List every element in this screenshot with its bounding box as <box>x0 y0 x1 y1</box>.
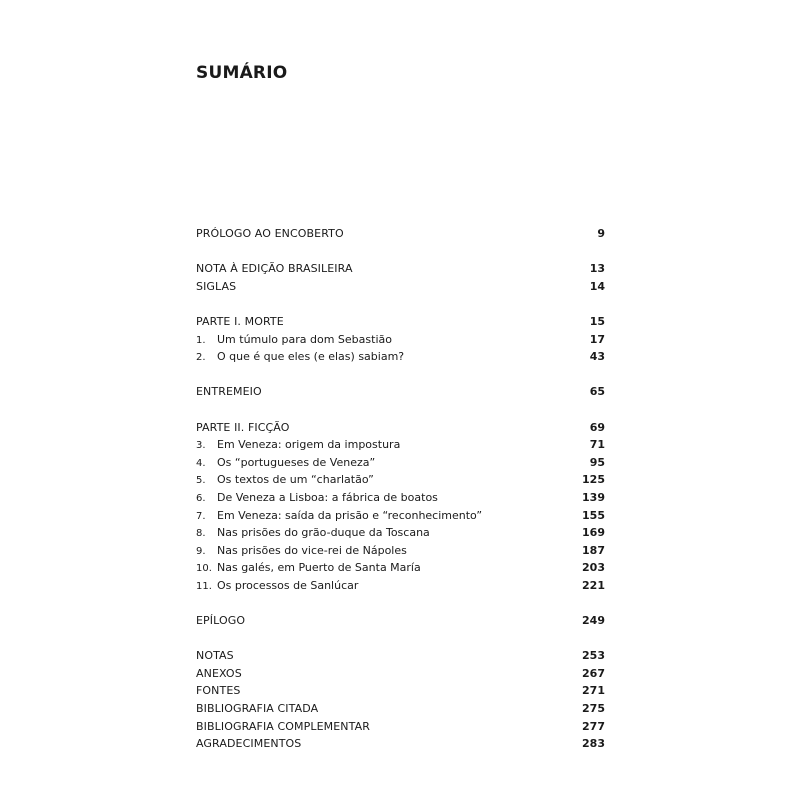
toc-entry-page: 95 <box>589 455 605 469</box>
toc-entry-page: 275 <box>582 702 605 716</box>
toc-chapter-number: 5. <box>196 475 206 487</box>
toc-entry-label: O que é que eles (e elas) sabiam? <box>217 350 405 364</box>
toc-entry-page: 187 <box>582 543 605 557</box>
toc-entry-bibliografia-citada[interactable] <box>196 700 605 718</box>
toc-entry-page: 125 <box>582 473 605 487</box>
toc-entry-page: 169 <box>582 526 605 540</box>
toc-entry-page: 13 <box>589 262 605 276</box>
toc-entry-label: AGRADECIMENTOS <box>196 737 302 751</box>
page-title: SUMÁRIO <box>196 63 288 83</box>
toc-entry-parte-1[interactable] <box>196 313 605 331</box>
toc-chapter-number: 11. <box>196 580 212 592</box>
toc-entry-label: NOTA À EDIÇÃO BRASILEIRA <box>196 262 353 276</box>
toc-entry-page: 9 <box>597 227 605 240</box>
toc-entry-label: NOTAS <box>196 649 234 663</box>
toc-entry-page: 253 <box>582 649 605 663</box>
toc-entry-label: Nas prisões do grão-duque da Toscana <box>217 526 430 540</box>
toc-entry-label: Um túmulo para dom Sebastião <box>217 332 392 346</box>
toc-chapter-number: 7. <box>196 510 206 522</box>
toc-entry-label: Os textos de um “charlatão” <box>217 473 374 487</box>
toc-entry-label: Nas galés, em Puerto de Santa María <box>217 561 421 575</box>
toc-entry-nota-edicao[interactable] <box>196 260 605 278</box>
table-of-contents <box>196 225 605 753</box>
toc-chapter-number: 6. <box>196 492 206 504</box>
toc-entry-page: 15 <box>589 314 605 328</box>
toc-chapter-8[interactable] <box>196 524 605 542</box>
toc-entry-epilogo[interactable] <box>196 612 605 630</box>
toc-entry-page: 139 <box>582 490 605 504</box>
toc-chapter-number: 3. <box>196 440 206 452</box>
toc-entry-siglas[interactable] <box>196 278 605 296</box>
toc-entry-label: Os “portugueses de Veneza” <box>217 455 376 469</box>
toc-chapter-number: 9. <box>196 545 206 557</box>
toc-chapter-2[interactable] <box>196 348 605 366</box>
toc-entry-label: BIBLIOGRAFIA COMPLEMENTAR <box>196 719 370 733</box>
toc-entry-notas[interactable] <box>196 647 605 665</box>
toc-chapter-10[interactable] <box>196 559 605 577</box>
toc-entry-page: 249 <box>582 614 605 628</box>
toc-entry-label: Em Veneza: origem da impostura <box>217 438 401 452</box>
toc-entry-label: BIBLIOGRAFIA CITADA <box>196 702 319 716</box>
toc-entry-page: 283 <box>582 737 605 751</box>
toc-entry-label: FONTES <box>196 684 241 698</box>
toc-entry-label: PARTE II. FICÇÃO <box>196 420 290 434</box>
toc-chapter-6[interactable] <box>196 489 605 507</box>
toc-entry-fontes[interactable] <box>196 682 605 700</box>
toc-chapter-9[interactable] <box>196 542 605 560</box>
toc-entry-page: 71 <box>589 438 605 452</box>
toc-entry-label: SIGLAS <box>196 279 237 293</box>
toc-entry-page: 69 <box>589 420 605 434</box>
toc-chapter-3[interactable] <box>196 436 605 454</box>
toc-chapter-number: 2. <box>196 352 206 364</box>
toc-entry-page: 14 <box>589 279 605 293</box>
toc-chapter-11[interactable] <box>196 577 605 595</box>
toc-entry-page: 43 <box>589 350 605 364</box>
toc-entry-page: 277 <box>582 719 605 733</box>
toc-chapter-number: 10. <box>196 563 212 575</box>
toc-entry-page: 221 <box>582 578 605 592</box>
toc-entry-label: PRÓLOGO AO ENCOBERTO <box>196 227 344 240</box>
toc-entry-bibliografia-complementar[interactable] <box>196 718 605 736</box>
toc-entry-label: ENTREMEIO <box>196 385 262 399</box>
toc-entry-agradecimentos[interactable] <box>196 735 605 753</box>
toc-entry-label: EPÍLOGO <box>196 614 246 628</box>
toc-chapter-number: 1. <box>196 334 206 346</box>
toc-entry-anexos[interactable] <box>196 665 605 683</box>
toc-chapter-number: 8. <box>196 528 206 540</box>
toc-entry-prologo[interactable] <box>196 225 605 243</box>
toc-entry-page: 267 <box>582 666 605 680</box>
toc-entry-page: 65 <box>589 385 605 399</box>
toc-entry-entremeio[interactable] <box>196 383 605 401</box>
toc-entry-label: PARTE I. MORTE <box>196 314 284 328</box>
toc-entry-label: Nas prisões do vice-rei de Nápoles <box>217 543 407 557</box>
toc-entry-page: 203 <box>582 561 605 575</box>
toc-entry-page: 17 <box>589 332 605 346</box>
toc-chapter-4[interactable] <box>196 454 605 472</box>
toc-entry-parte-2[interactable] <box>196 419 605 437</box>
toc-entry-page: 155 <box>582 508 605 522</box>
toc-entry-label: Em Veneza: saída da prisão e “reconhecimento” <box>217 508 483 522</box>
toc-chapter-7[interactable] <box>196 507 605 525</box>
toc-entry-page: 271 <box>582 684 605 698</box>
toc-chapter-1[interactable] <box>196 331 605 349</box>
toc-entry-label: De Veneza a Lisboa: a fábrica de boatos <box>217 490 438 504</box>
toc-entry-label: ANEXOS <box>196 666 242 680</box>
toc-entry-label: Os processos de Sanlúcar <box>217 578 359 592</box>
toc-chapter-number: 4. <box>196 457 206 469</box>
toc-chapter-5[interactable] <box>196 471 605 489</box>
